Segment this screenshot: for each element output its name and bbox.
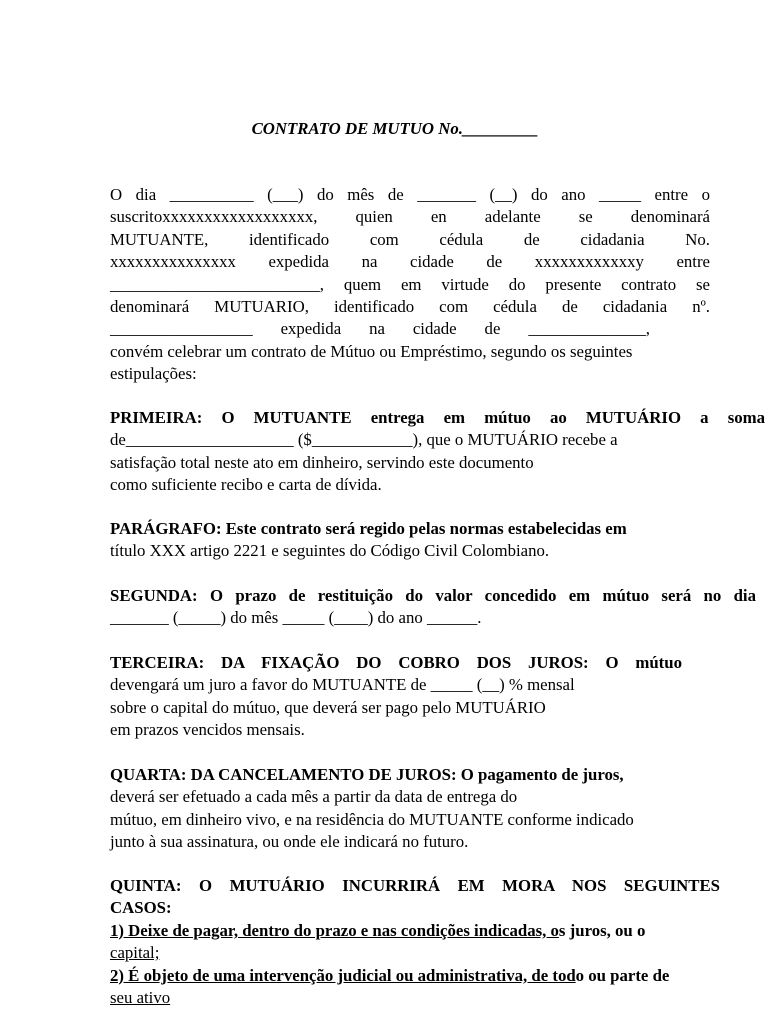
list-item <box>110 965 748 987</box>
intro-line: estipulações: <box>110 364 197 384</box>
intro-line: O dia __________ (___) do mês de _______ (__) do ano _____ entre o <box>110 185 710 204</box>
clause-line: junto à sua assinatura, ou onde ele indicará no futuro. <box>110 832 469 852</box>
clause-line: em prazos vencidos mensais. <box>110 720 305 740</box>
clause-line: deverá ser efetuado a cada mês a partir da data de entrega do <box>110 787 518 807</box>
clause-heading: SEGUNDA: O prazo de restituição do valor concedido em mútuo será no dia <box>110 586 756 605</box>
intro-line: MUTUANTE, identificado com cédula de cidadania No. <box>110 229 710 249</box>
clause-line: _______ (_____) do mês _____ (____) do ano ______. <box>110 608 482 628</box>
list-item-text: seu ativo <box>110 988 171 1008</box>
clause-primeira <box>110 407 765 497</box>
clause-heading: QUARTA: DA CANCELAMENTO DE JUROS: O pagamento de juros, <box>110 765 624 784</box>
intro-line: xxxxxxxxxxxxxxx expedida na cidade de xxxxxxxxxxxxy entre <box>110 252 710 272</box>
list-item-text: o ou parte de <box>575 965 670 985</box>
list-item-underlined: 2) É objeto de uma intervenção judicial ou administrativa, de tod <box>110 965 576 985</box>
clause-heading: PRIMEIRA: O MUTUANTE entrega em mútuo ao MUTUÁRIO a soma <box>110 408 765 427</box>
clause-line: satisfação total neste ato em dinheiro, servindo este documento <box>110 452 534 472</box>
intro-line: suscritoxxxxxxxxxxxxxxxxxx, quien en adelante se denominará <box>110 207 710 227</box>
clause-quarta <box>110 764 710 854</box>
list-item-text: capital; <box>110 943 160 963</box>
intro-paragraph <box>110 184 710 386</box>
clause-line: devengará um juro a favor do MUTUANTE de _____ (__) % mensal <box>110 675 575 695</box>
intro-line: _________________ expedida na cidade de ______________, <box>110 319 650 339</box>
clause-quinta <box>110 875 748 1009</box>
clause-terceira <box>110 652 710 742</box>
intro-line: denominará MUTUARIO, identificado com cédula de cidadania nº. <box>110 297 710 317</box>
clause-heading: PARÁGRAFO: Este contrato será regido pelas normas estabelecidas em <box>110 519 627 538</box>
clause-line: mútuo, em dinheiro vivo, e na residência do MUTUANTE conforme indicado <box>110 809 634 829</box>
clause-line: de____________________ ($____________), que o MUTUÁRIO recebe a <box>110 430 618 450</box>
clause-line: título XXX artigo 2221 e seguintes do Código Civil Colombiano. <box>110 541 550 561</box>
clause-paragrafo <box>110 518 710 563</box>
clause-line: como suficiente recibo e carta de dívida. <box>110 475 382 495</box>
clause-segunda <box>110 585 756 630</box>
clause-heading: QUINTA: O MUTUÁRIO INCURRIRÁ EM MORA NOS SEGUINTES <box>110 876 720 895</box>
contract-title: CONTRATO DE MUTUO No._________ <box>251 119 539 138</box>
clause-heading: TERCEIRA: DA FIXAÇÃO DO COBRO DOS JUROS: O mútuo <box>110 653 682 672</box>
intro-line: convém celebrar um contrato de Mútuo ou Empréstimo, segundo os seguintes <box>110 341 633 361</box>
intro-line: _________________________, quem em virtude do presente contrato se <box>110 274 710 294</box>
clause-heading: CASOS: <box>110 898 172 918</box>
list-item-text: s juros, ou o <box>558 920 646 940</box>
list-item-underlined: 1) Deixe de pagar, dentro do prazo e nas condições indicadas, o <box>110 920 559 940</box>
list-item <box>110 920 748 942</box>
clause-line: sobre o capital do mútuo, que deverá ser pago pelo MUTUÁRIO <box>110 697 546 717</box>
